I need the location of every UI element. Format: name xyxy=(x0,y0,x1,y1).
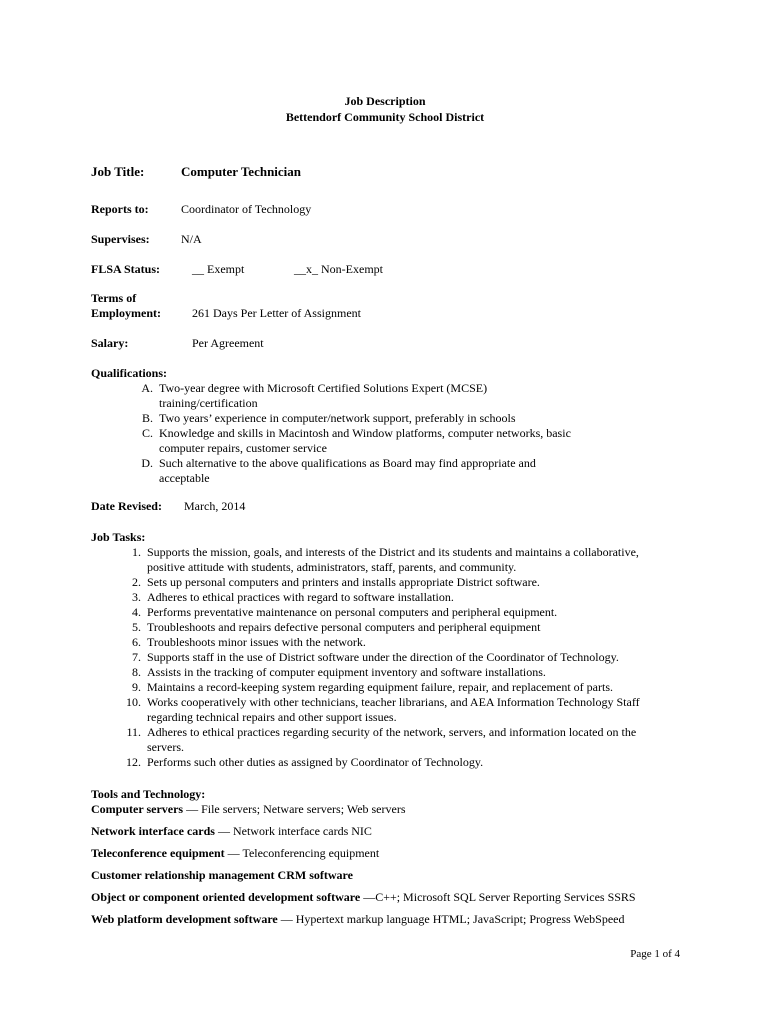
job-task-item-marker: 8. xyxy=(132,665,141,679)
job-task-item-marker: 6. xyxy=(132,635,141,649)
job-task-item-marker: 3. xyxy=(132,590,141,604)
salary-value: Per Agreement xyxy=(192,336,264,350)
page-number: Page 1 of 4 xyxy=(630,948,680,960)
job-task-item-marker: 7. xyxy=(132,650,141,664)
job-task-item-marker: 5. xyxy=(132,620,141,634)
date-revised-value: March, 2014 xyxy=(184,499,246,513)
qualification-item-text: training/certification xyxy=(159,396,258,410)
qualification-item-text: Two-year degree with Microsoft Certified Solutions Expert (MCSE) xyxy=(159,381,488,395)
tools-examples: File servers; Netware servers; Web servers xyxy=(201,802,406,816)
job-tasks-heading: Job Tasks: xyxy=(91,530,146,544)
tools-heading: Tools and Technology: xyxy=(91,787,206,801)
tools-examples: Teleconferencing equipment xyxy=(242,846,380,860)
job-task-item-marker: 9. xyxy=(132,680,141,694)
job-task-item xyxy=(132,635,640,650)
supervises-value: N/A xyxy=(181,232,202,246)
tools-separator: — xyxy=(183,802,202,816)
job-task-item-marker: 11. xyxy=(126,725,141,739)
job-task-item-marker: 2. xyxy=(132,575,141,589)
job-task-item-marker: 1. xyxy=(132,545,141,559)
supervises-label: Supervises: xyxy=(91,232,150,246)
qualifications-list xyxy=(141,381,571,486)
tools-separator: — xyxy=(360,890,376,904)
job-task-item-text: Troubleshoots and repairs defective personal computers and peripheral equipment xyxy=(147,620,541,634)
job-task-item xyxy=(132,650,640,665)
job-task-item xyxy=(132,665,640,680)
job-task-item-text: Performs preventative maintenance on personal computers and peripheral equipment. xyxy=(147,605,558,619)
tools-category: Object or component oriented development software xyxy=(91,890,361,904)
qualification-item-marker: B. xyxy=(141,411,153,425)
qualification-item xyxy=(141,456,571,486)
job-task-item-marker: 4. xyxy=(132,605,141,619)
tools-category: Computer servers xyxy=(91,802,184,816)
job-task-item xyxy=(126,695,640,725)
tools-category: Customer relationship management CRM software xyxy=(91,868,353,882)
qualification-item-text: acceptable xyxy=(159,471,210,485)
flsa-nonexempt-option: __x_ Non-Exempt xyxy=(294,262,383,276)
job-task-item-text: regarding technical repairs and other support issues. xyxy=(147,710,397,724)
terms-value: 261 Days Per Letter of Assignment xyxy=(192,306,361,320)
job-title-value: Computer Technician xyxy=(181,164,302,179)
job-task-item-marker: 12. xyxy=(126,755,141,769)
qualification-item xyxy=(141,426,571,456)
flsa-status-label: FLSA Status: xyxy=(91,262,161,276)
job-task-item-text: Supports the mission, goals, and interests of the District and its students and maintains a collaborative, xyxy=(147,545,639,559)
job-task-item xyxy=(132,545,640,575)
tools-row xyxy=(91,824,636,839)
job-task-item xyxy=(132,680,640,695)
job-task-item-text: Supports staff in the use of District software under the direction of the Coordinator of Technology. xyxy=(147,650,619,664)
qualification-item-marker: C. xyxy=(141,426,153,440)
job-task-item-text: Adheres to ethical practices with regard to software installation. xyxy=(147,590,454,604)
job-task-item xyxy=(132,590,640,605)
job-task-item xyxy=(132,605,640,620)
tools-row xyxy=(91,846,636,861)
tools-separator: — xyxy=(224,846,243,860)
job-task-item-text: Adheres to ethical practices regarding security of the network, servers, and information located on the xyxy=(147,725,637,739)
tools-row xyxy=(91,912,636,927)
qualification-item-marker: D. xyxy=(141,456,153,470)
tools-row xyxy=(91,890,636,905)
tools-examples: Hypertext markup language HTML; JavaScript; Progress WebSpeed xyxy=(295,912,625,926)
reports-to-value: Coordinator of Technology xyxy=(181,202,312,216)
tools-row xyxy=(91,802,636,817)
reports-to-label: Reports to: xyxy=(91,202,149,216)
job-task-item-text: Performs such other duties as assigned by Coordinator of Technology. xyxy=(147,755,484,769)
job-task-item-text: Troubleshoots minor issues with the network. xyxy=(147,635,366,649)
district-name: Bettendorf Community School District xyxy=(285,110,485,124)
salary-label: Salary: xyxy=(91,336,129,350)
tools-category: Network interface cards xyxy=(91,824,215,838)
job-title-label xyxy=(91,164,144,179)
date-revised-label: Date Revised: xyxy=(91,499,162,513)
tools-category: Teleconference equipment xyxy=(91,846,225,860)
tools-separator: — xyxy=(214,824,233,838)
qualification-item-text: Such alternative to the above qualifications as Board may find appropriate and xyxy=(159,456,536,470)
job-task-item-text: Sets up personal computers and printers and installs appropriate District software. xyxy=(147,575,540,589)
job-task-item-text: Assists in the tracking of computer equipment inventory and software installations. xyxy=(147,665,546,679)
qualification-item-text: computer repairs, customer service xyxy=(159,441,327,455)
qualification-item xyxy=(141,381,571,411)
tools-separator: — xyxy=(277,912,296,926)
job-task-item xyxy=(132,575,640,590)
job-task-item-text: servers. xyxy=(147,740,184,754)
job-task-item-text: Maintains a record-keeping system regarding equipment failure, repair, and replacement of parts. xyxy=(147,680,614,694)
flsa-exempt-option: __ Exempt xyxy=(192,262,245,276)
job-task-item-marker: 10. xyxy=(126,695,141,709)
job-title-label-text: Job Title: xyxy=(91,164,145,179)
tools-list xyxy=(91,802,636,934)
qualification-item xyxy=(141,411,571,426)
qualifications-heading: Qualifications: xyxy=(91,366,168,380)
qualification-item-text: Knowledge and skills in Macintosh and Window platforms, computer networks, basic xyxy=(159,426,571,440)
job-task-item-text: positive attitude with students, administrators, staff, parents, and community. xyxy=(147,560,517,574)
tools-examples: Network interface cards NIC xyxy=(232,824,372,838)
job-task-item-text: Works cooperatively with other technicians, teacher librarians, and AEA Information Technology Staff xyxy=(147,695,640,709)
tools-category: Web platform development software xyxy=(91,912,278,926)
tools-row xyxy=(91,868,636,883)
terms-label-line2: Employment: xyxy=(91,306,161,320)
job-task-item xyxy=(126,725,640,755)
qualification-item-marker: A. xyxy=(141,381,153,395)
qualification-item-text: Two years’ experience in computer/network support, preferably in schools xyxy=(159,411,516,425)
job-tasks-list xyxy=(126,545,640,770)
tools-examples: C++; Microsoft SQL Server Reporting Services SSRS xyxy=(375,890,636,904)
terms-label-line1: Terms of xyxy=(91,291,137,305)
job-task-item xyxy=(126,755,640,770)
job-task-item xyxy=(132,620,640,635)
document-title: Job Description xyxy=(344,94,426,108)
